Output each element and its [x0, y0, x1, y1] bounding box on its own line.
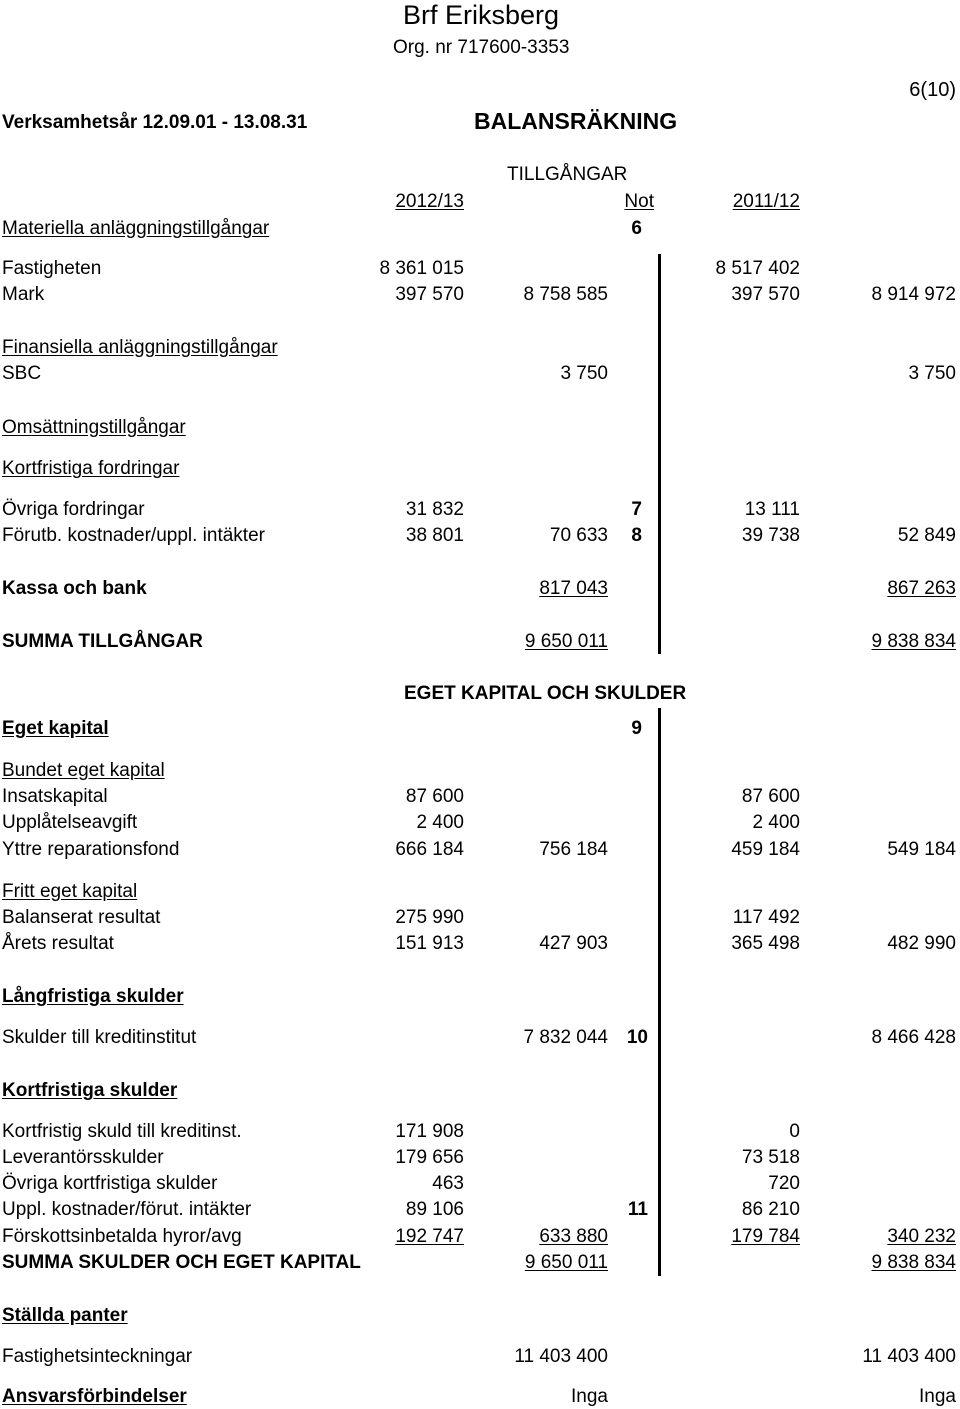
sum-previous: 52 849: [897, 525, 956, 546]
row-label: Leverantörsskulder: [2, 1147, 164, 1168]
column-divider: [658, 708, 661, 1276]
value-previous: 117 492: [732, 907, 800, 928]
total-previous: 9 838 834: [871, 631, 956, 652]
sum-current: 70 633: [549, 525, 608, 546]
row-label: Balanserat resultat: [2, 907, 161, 928]
sum-previous: 11 403 400: [862, 1346, 956, 1367]
row-label: Yttre reparationsfond: [2, 839, 180, 860]
row-label: Fastighetsinteckningar: [2, 1346, 193, 1367]
sum-current: 3 750: [560, 363, 608, 384]
value-previous: 459 184: [731, 839, 800, 860]
value-previous: 13 111: [744, 499, 800, 520]
section-omsattning: Omsättningstillgångar: [2, 417, 186, 438]
value-previous: 397 570: [731, 284, 800, 305]
row-label: Förutb. kostnader/uppl. intäkter: [2, 525, 265, 546]
section-bundet: Bundet eget kapital: [2, 760, 165, 781]
sum-current: 427 903: [539, 933, 608, 954]
org-name: Brf Eriksberg: [403, 0, 560, 30]
value-current: 31 832: [405, 499, 464, 520]
section-eget-kapital: Eget kapital: [2, 718, 109, 739]
col-note: Not: [624, 191, 654, 212]
row-label: Insatskapital: [2, 786, 108, 807]
value-previous: 86 210: [741, 1199, 800, 1220]
value-previous: 73 518: [741, 1147, 800, 1168]
value-current: 89 106: [405, 1199, 464, 1220]
row-label: SBC: [2, 363, 42, 384]
page-number: 6(10): [909, 79, 956, 101]
section-kortfristiga: Kortfristiga skulder: [2, 1080, 178, 1101]
value-current: 179 656: [395, 1147, 464, 1168]
value-current: 8 361 015: [379, 258, 464, 279]
row-label: Förskottsinbetalda hyror/avg: [2, 1226, 242, 1247]
value-current: 38 801: [405, 525, 464, 546]
value-previous: 39 738: [741, 525, 800, 546]
section-ansvarsforbindelser: Ansvarsförbindelser: [2, 1386, 187, 1407]
total-current: 9 650 011: [524, 631, 608, 652]
sum-current: 7 832 044: [523, 1027, 608, 1048]
row-label: Skulder till kreditinstitut: [2, 1027, 197, 1048]
value-current: 463: [432, 1173, 464, 1194]
row-label: Upplåtelseavgift: [2, 812, 138, 833]
org-number: Org. nr 717600-3353: [393, 37, 570, 58]
sum-previous: 3 750: [908, 363, 956, 384]
fiscal-year: Verksamhetsår 12.09.01 - 13.08.31: [2, 112, 308, 133]
total-previous: 9 838 834: [871, 1252, 956, 1273]
row-label: Uppl. kostnader/förut. intäkter: [2, 1199, 252, 1220]
value-previous: 0: [789, 1121, 800, 1142]
row-label: Fastigheten: [2, 258, 102, 279]
sum-previous: 549 184: [887, 839, 956, 860]
value-current: 2 400: [416, 812, 464, 833]
liabilities-heading: EGET KAPITAL OCH SKULDER: [404, 683, 687, 704]
sum-current: 11 403 400: [514, 1346, 608, 1367]
value-previous: 2 400: [752, 812, 800, 833]
row-label: Övriga kortfristiga skulder: [2, 1173, 218, 1194]
value-current: 87 600: [405, 786, 464, 807]
value-previous: 720: [768, 1173, 800, 1194]
value-current: 397 570: [395, 284, 464, 305]
total-liabilities-label: SUMMA SKULDER OCH EGET KAPITAL: [2, 1252, 361, 1273]
row-label: Årets resultat: [2, 933, 114, 954]
note-ref: 8: [631, 525, 642, 546]
sum-previous: 8 914 972: [871, 284, 956, 305]
value-current: 666 184: [395, 839, 464, 860]
sum-previous: 482 990: [887, 933, 956, 954]
sum-current: 817 043: [539, 578, 608, 599]
value-previous: 87 600: [741, 786, 800, 807]
column-divider: [658, 254, 661, 654]
row-label: Mark: [2, 284, 45, 305]
value-current: 275 990: [395, 907, 464, 928]
section-finansiella: Finansiella anläggningstillgångar: [2, 337, 278, 358]
section-fritt: Fritt eget kapital: [2, 881, 138, 902]
sum-current: 633 880: [539, 1226, 608, 1247]
value-previous: 8 517 402: [715, 258, 800, 279]
value-previous: 179 784: [731, 1226, 800, 1247]
note-ref: 10: [626, 1027, 648, 1048]
note-ref: 11: [627, 1199, 648, 1220]
sum-current: Inga: [571, 1386, 608, 1407]
section-langfristiga: Långfristiga skulder: [2, 986, 184, 1007]
section-kortfristiga-fordringar: Kortfristiga fordringar: [2, 458, 180, 479]
note-ref: 9: [631, 718, 642, 739]
total-current: 9 650 011: [524, 1252, 608, 1273]
sum-current: 756 184: [539, 839, 608, 860]
section-stallda-panter: Ställda panter: [2, 1305, 128, 1326]
col-current-year: 2012/13: [395, 191, 464, 212]
value-current: 151 913: [395, 933, 464, 954]
total-assets-label: SUMMA TILLGÅNGAR: [2, 631, 203, 652]
value-current: 192 747: [395, 1226, 464, 1247]
value-previous: 365 498: [731, 933, 800, 954]
row-label: Kortfristig skuld till kreditinst.: [2, 1121, 242, 1142]
sum-previous: Inga: [919, 1386, 956, 1407]
row-label: Kassa och bank: [2, 578, 147, 599]
note-ref: 7: [631, 499, 642, 520]
row-label: Övriga fordringar: [2, 499, 145, 520]
col-previous-year: 2011/12: [732, 191, 800, 212]
sum-previous: 8 466 428: [871, 1027, 956, 1048]
sum-previous: 340 232: [887, 1226, 956, 1247]
section-materiella: Materiella anläggningstillgångar: [2, 218, 270, 239]
note-ref: 6: [631, 218, 642, 239]
value-current: 171 908: [395, 1121, 464, 1142]
sum-current: 8 758 585: [523, 284, 608, 305]
page-title: BALANSRÄKNING: [474, 108, 678, 134]
sum-previous: 867 263: [887, 578, 956, 599]
assets-heading: TILLGÅNGAR: [507, 164, 628, 185]
